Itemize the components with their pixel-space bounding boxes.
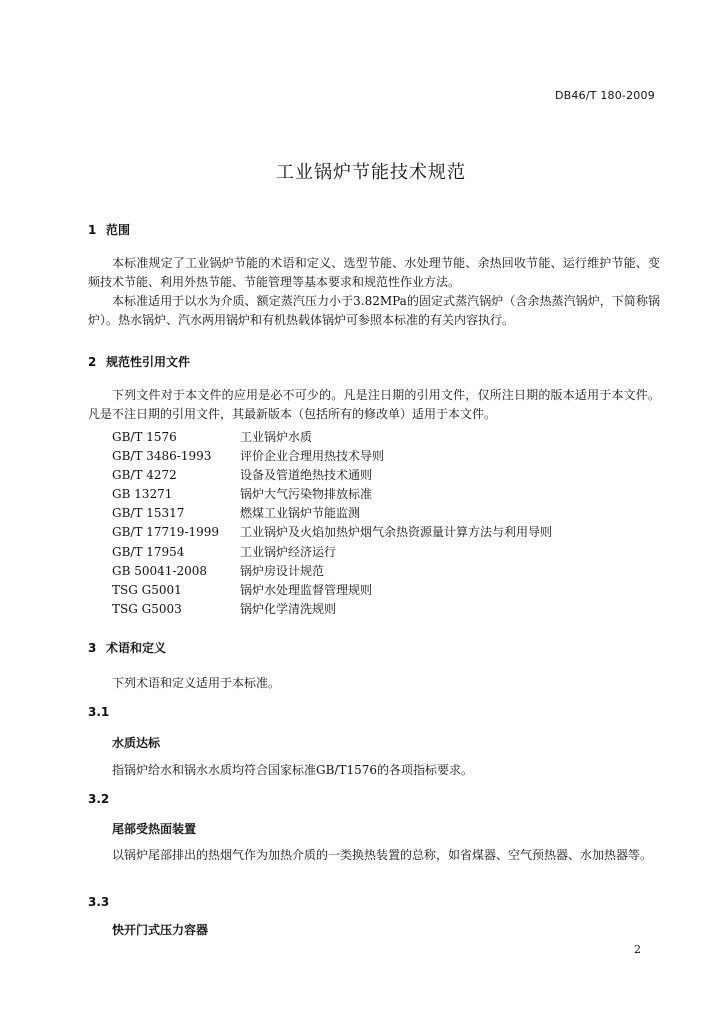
section-number: 2	[88, 355, 97, 369]
section-title: 规范性引用文件	[106, 355, 191, 369]
reference-code: GB/T 4272	[112, 468, 177, 483]
reference-name: 燃煤工业锅炉节能监测	[240, 506, 361, 521]
reference-code: GB/T 17954	[112, 544, 185, 559]
term-title: 水质达标	[112, 736, 161, 750]
section-3-intro: 下列术语和定义适用于本标准。	[112, 676, 281, 690]
reference-name: 设备及管道绝热技术通则	[240, 468, 373, 483]
reference-row	[112, 581, 552, 600]
reference-row	[112, 523, 552, 542]
section-title: 范围	[106, 223, 131, 237]
section-number: 3	[88, 641, 97, 655]
reference-code: GB 50041-2008	[112, 563, 207, 578]
page-number: 2	[634, 943, 641, 956]
section-2-intro: 下列文件对于本文件的应用是必不可少的。凡是注日期的引用文件，仅所注日期的版本适用于本文件。凡是不注日期的引用文件，其最新版本（包括所有的修改单）适用于本文件。	[88, 388, 660, 421]
reference-code: GB/T 3486-1993	[112, 449, 212, 464]
reference-name: 锅炉水处理监督管理规则	[240, 582, 373, 597]
reference-code: TSG G5003	[112, 601, 182, 616]
section-1-paragraph-2: 本标准适用于以水为介质、额定蒸汽压力小于3.82MPa的固定式蒸汽锅炉（含余热蒸汽锅炉，下简称锅炉）。热水锅炉、汽水两用锅炉和有机热载体锅炉可参照本标准的有关内容执行。	[88, 294, 660, 327]
section-1-heading	[88, 221, 130, 238]
reference-row	[112, 466, 552, 485]
reference-row	[112, 447, 552, 466]
reference-code: GB 13271	[112, 487, 173, 502]
reference-row	[112, 504, 552, 523]
reference-row	[112, 485, 552, 504]
section-1-paragraph-1: 本标准规定了工业锅炉节能的术语和定义、选型节能、水处理节能、余热回收节能、运行维护节能、变频技术节能、利用外热节能、节能管理等基本要求和规范性作业方法。	[88, 256, 660, 289]
reference-code: GB/T 1576	[112, 430, 177, 444]
reference-row	[112, 428, 552, 447]
reference-code: TSG G5001	[112, 582, 182, 597]
section-2-heading	[88, 353, 190, 370]
normative-reference-list	[112, 428, 552, 619]
reference-name: 工业锅炉及火焰加热炉烟气余热资源量计算方法与利用导则	[240, 525, 553, 540]
reference-name: 锅炉大气污染物排放标准	[240, 487, 373, 502]
section-title: 术语和定义	[106, 641, 167, 655]
reference-row	[112, 543, 552, 562]
reference-name: 工业锅炉经济运行	[240, 544, 337, 559]
reference-row	[112, 600, 552, 619]
reference-code: GB/T 15317	[112, 506, 185, 521]
reference-name: 锅炉化学清洗规则	[240, 601, 337, 616]
term-number: 3.3	[88, 895, 110, 909]
section-number: 1	[88, 223, 97, 237]
reference-name: 锅炉房设计规范	[240, 563, 325, 578]
reference-code: GB/T 17719-1999	[112, 525, 220, 540]
term-number: 3.2	[88, 792, 110, 806]
section-3-heading	[88, 639, 166, 656]
term-title: 尾部受热面装置	[112, 822, 197, 836]
document-code: DB46/T 180-2009	[555, 89, 655, 102]
term-definition: 指锅炉给水和锅水水质均符合国家标准GB/T1576的各项指标要求。	[112, 763, 473, 777]
reference-row	[112, 562, 552, 581]
reference-name: 评价企业合理用热技术导则	[240, 449, 385, 464]
reference-name: 工业锅炉水质	[240, 430, 313, 444]
term-title: 快开门式压力容器	[112, 923, 209, 937]
document-title: 工业锅炉节能技术规范	[276, 162, 466, 183]
term-number: 3.1	[88, 705, 110, 719]
term-definition: 以锅炉尾部排出的热烟气作为加热介质的一类换热装置的总称，如省煤器、空气预热器、水加热器等。	[112, 848, 653, 862]
